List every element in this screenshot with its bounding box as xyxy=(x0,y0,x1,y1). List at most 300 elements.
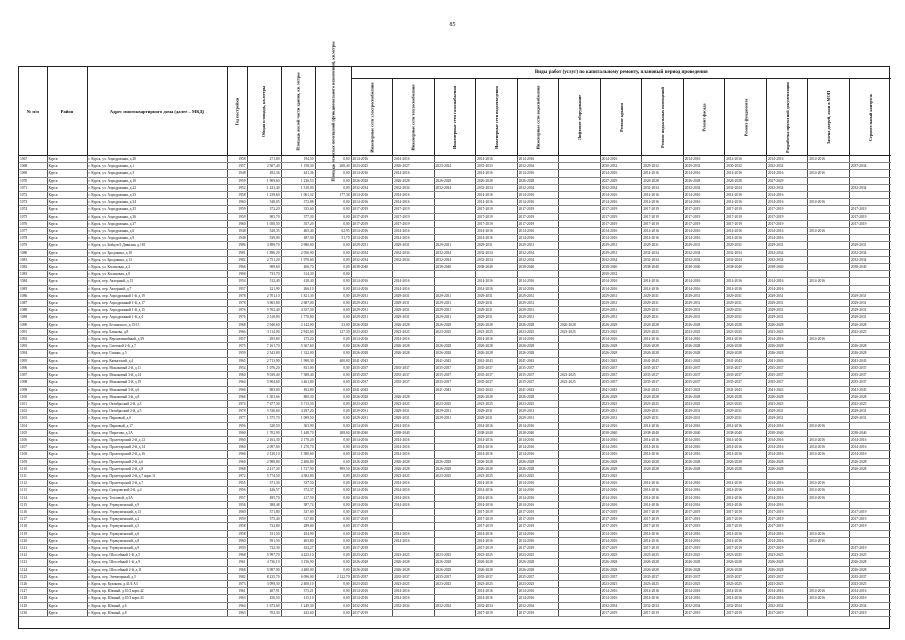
work-period-cell: 2014-2016 xyxy=(725,501,767,508)
capital-repair-table xyxy=(18,40,890,629)
work-period-cell: 2014-2016 xyxy=(476,192,518,199)
year-cell: 1973 xyxy=(227,580,247,587)
table-row xyxy=(19,278,891,285)
work-period-cell xyxy=(559,278,601,285)
work-period-cell xyxy=(808,192,850,199)
work-period-cell: 2029-2032 xyxy=(683,163,725,170)
table-row xyxy=(19,544,891,551)
work-period-cell: 2023-2025 xyxy=(600,580,642,587)
work-period-cell xyxy=(559,307,601,314)
work-period-cell: 2017-2019 xyxy=(393,220,435,227)
work-period-cell: 2014-2016 xyxy=(517,436,559,443)
work-period-cell: 2017-2019 xyxy=(351,508,393,515)
nonliving-area-cell: 0,00 xyxy=(315,422,351,429)
work-period-cell: 2017-2019 xyxy=(849,206,891,213)
address-cell: г. Курск, пер. Аэродромный 1-й, д.19 xyxy=(87,292,227,299)
address-cell: г. Курск, пер. Пролетарский 2-й, д.8 xyxy=(87,465,227,472)
work-period-cell: 2032-2034 xyxy=(849,256,891,263)
work-period-cell xyxy=(849,170,891,177)
nonliving-area-cell: 0,00 xyxy=(315,472,351,479)
address-cell: г. Курск, пер. Элеваторный, д.5 xyxy=(87,573,227,580)
living-area-cell: 377,30 xyxy=(281,213,315,220)
work-period-cell xyxy=(725,472,767,479)
work-period-cell: 2035-2037 xyxy=(766,364,808,371)
work-period-cell: 2029-2031 xyxy=(725,408,767,415)
table-row xyxy=(19,508,891,515)
total-area-cell: 320,50 xyxy=(247,422,281,429)
work-period-cell: 2014-2016 xyxy=(476,451,518,458)
total-area-cell: 1 423,40 xyxy=(247,184,281,191)
work-period-cell xyxy=(559,285,601,292)
work-period-cell: 2035-2037 xyxy=(766,379,808,386)
row-number-cell: 1117 xyxy=(19,516,47,523)
work-period-cell: 2023-2025 xyxy=(434,580,476,587)
year-cell: 1963 xyxy=(227,609,247,616)
row-number-cell: 1107 xyxy=(19,444,47,451)
work-period-cell: 2014-2016 xyxy=(683,228,725,235)
work-period-cell: 2035-2037 xyxy=(849,364,891,371)
work-period-cell: 2014-2016 xyxy=(766,192,808,199)
year-cell: 1982 xyxy=(227,573,247,580)
work-period-cell: 2014-2016 xyxy=(476,444,518,451)
address-cell: г. Курск, пер. Тепловой, д.3А xyxy=(87,494,227,501)
year-cell: 1958 xyxy=(227,192,247,199)
work-period-cell: 2014-2016 xyxy=(476,494,518,501)
work-period-cell: 2029-2032 xyxy=(642,163,684,170)
work-period-cell: 2032-2034 xyxy=(393,249,435,256)
address-cell: г. Курск, пер. Пролетарский 2-й, д.7 xyxy=(87,480,227,487)
work-period-cell: 2014-2016 xyxy=(642,501,684,508)
work-period-cell: 2026-2028 xyxy=(642,393,684,400)
work-period-cell: 2038-2040 xyxy=(683,429,725,436)
row-number-cell: 1125 xyxy=(19,573,47,580)
work-period-cell xyxy=(808,271,850,278)
table-row xyxy=(19,559,891,566)
work-period-cell xyxy=(559,422,601,429)
work-period-cell: 2038-2040 xyxy=(351,429,393,436)
district-cell: Курск xyxy=(47,429,87,436)
header-work-5: Лифтовое оборудование xyxy=(559,79,601,156)
work-period-cell: 2014-2016 xyxy=(725,595,767,602)
living-area-cell: 1 310,00 xyxy=(281,184,315,191)
work-period-cell: 2026-2028 xyxy=(725,458,767,465)
work-period-cell: 2014-2016 xyxy=(393,436,435,443)
row-number-cell: 1074 xyxy=(19,206,47,213)
total-area-cell: 2 518,90 xyxy=(247,314,281,321)
work-period-cell: 2029-2031 xyxy=(849,415,891,422)
year-cell: 1957 xyxy=(227,163,247,170)
work-period-cell: 2029-2031 xyxy=(517,242,559,249)
header-works-group xyxy=(351,67,891,79)
work-period-cell: 2023-2025 xyxy=(642,328,684,335)
address-cell: г. Курск, пер. Шоссейный 1-й, д.5 xyxy=(87,552,227,559)
work-period-cell: 2017-2019 xyxy=(725,609,767,616)
year-cell: 1961 xyxy=(227,588,247,595)
total-area-cell: 733,70 xyxy=(247,271,281,278)
district-cell: Курск xyxy=(47,609,87,616)
work-period-cell: 2017-2019 xyxy=(849,220,891,227)
address-cell: г. Курск, ул. Аэродромная, д.1 xyxy=(87,163,227,170)
work-period-cell: 2014-2016 xyxy=(642,422,684,429)
work-period-cell: 2014-2016 xyxy=(476,228,518,235)
work-period-cell: 2026-2028 xyxy=(849,559,891,566)
row-number-cell: 1110 xyxy=(19,465,47,472)
work-period-cell xyxy=(559,393,601,400)
work-period-cell: 2026-2028 xyxy=(517,321,559,328)
living-area-cell: 454,90 xyxy=(281,530,315,537)
work-period-cell: 2017-2019 xyxy=(351,516,393,523)
work-period-cell: 2029-2031 xyxy=(434,307,476,314)
work-period-cell: 2014-2016 xyxy=(351,235,393,242)
row-number-cell: 1073 xyxy=(19,199,47,206)
nonliving-area-cell: 0,00 xyxy=(315,436,351,443)
table-row xyxy=(19,256,891,263)
work-period-cell: 2026-2028 xyxy=(642,177,684,184)
work-period-cell: 2017-2019 xyxy=(642,516,684,523)
work-period-cell: 2029-2031 xyxy=(351,242,393,249)
address-cell: г. Курск, пер. Пролетарский 2-й, д.14 xyxy=(87,444,227,451)
nonliving-area-cell: 0,00 xyxy=(315,170,351,177)
work-period-cell xyxy=(559,156,601,163)
row-number-cell: 1124 xyxy=(19,566,47,573)
address-cell: г. Курск, пер. Монаковый 3-й, д.8 xyxy=(87,393,227,400)
total-area-cell: 3 899,70 xyxy=(247,242,281,249)
work-period-cell xyxy=(434,609,476,616)
work-period-cell xyxy=(393,544,435,551)
work-period-cell xyxy=(559,199,601,206)
work-period-cell: 2014-2016 xyxy=(600,501,642,508)
work-period-cell: 2017-2019 xyxy=(393,206,435,213)
work-period-cell: 2029-2031 xyxy=(725,307,767,314)
work-period-cell: 2017-2019 xyxy=(849,516,891,523)
table-row xyxy=(19,357,891,364)
work-period-cell xyxy=(559,235,601,242)
work-period-cell: 2026-2028 xyxy=(434,321,476,328)
district-cell: Курск xyxy=(47,408,87,415)
nonliving-area-cell: 0,00 xyxy=(315,292,351,299)
address-cell: г. Курск, пер. Угрекуменский, д.2 xyxy=(87,516,227,523)
work-period-cell: 2029-2031 xyxy=(725,292,767,299)
work-period-cell xyxy=(559,595,601,602)
row-number-cell: 1082 xyxy=(19,264,47,271)
work-period-cell: 2026-2028 xyxy=(766,350,808,357)
work-period-cell: 2017-2019 xyxy=(476,544,518,551)
nonliving-area-cell: 0,00 xyxy=(315,300,351,307)
table-row xyxy=(19,487,891,494)
total-area-cell: 512,40 xyxy=(247,278,281,285)
work-period-cell: 2014-2016 xyxy=(600,595,642,602)
work-period-cell xyxy=(849,177,891,184)
work-period-cell: 2014-2016 xyxy=(808,278,850,285)
work-period-cell: 2026-2028 xyxy=(642,559,684,566)
address-cell: г. Курск, пр. Кулакова, д.41/4 А3 xyxy=(87,580,227,587)
work-period-cell xyxy=(808,400,850,407)
work-period-cell: 2026-2028 xyxy=(766,566,808,573)
work-period-cell xyxy=(559,516,601,523)
address-cell: г. Курск, пер. Аэродромный 1-й, д.17 xyxy=(87,300,227,307)
nonliving-area-cell: 0,00 xyxy=(315,177,351,184)
work-period-cell: 2041-2043 xyxy=(683,357,725,364)
work-period-cell xyxy=(808,300,850,307)
work-period-cell: 2029-2031 xyxy=(766,408,808,415)
address-cell: г. Курск, пр. Южный, д.10/3 корп.43 xyxy=(87,595,227,602)
address-cell: г. Курск, ул. Аэродромная, д.36 xyxy=(87,213,227,220)
work-period-cell: 2023-2025 xyxy=(725,400,767,407)
work-period-cell: 2026-2028 xyxy=(600,343,642,350)
work-period-cell xyxy=(559,220,601,227)
year-cell: 1964 xyxy=(227,602,247,609)
page-number: 85 xyxy=(449,22,456,28)
work-period-cell: 2014-2016 xyxy=(600,235,642,242)
work-period-cell: 2030-2032 xyxy=(725,163,767,170)
nonliving-area-cell: 0,00 xyxy=(315,350,351,357)
work-period-cell: 2038-2040 xyxy=(766,264,808,271)
nonliving-area-cell: 0,00 xyxy=(315,307,351,314)
work-period-cell xyxy=(559,364,601,371)
year-cell: 1956 xyxy=(227,422,247,429)
table-row xyxy=(19,170,891,177)
work-period-cell: 2014-2016 xyxy=(476,285,518,292)
work-period-cell: 2014-2016 xyxy=(600,451,642,458)
work-period-cell: 2026-2028 xyxy=(600,465,642,472)
work-period-cell: 2023-2025 xyxy=(683,328,725,335)
work-period-cell: 2014-2016 xyxy=(725,336,767,343)
district-cell: Курск xyxy=(47,199,87,206)
district-cell: Курск xyxy=(47,264,87,271)
work-period-cell: 2014-2016 xyxy=(725,588,767,595)
work-period-cell: 2014-2016 xyxy=(476,480,518,487)
district-cell: Курск xyxy=(47,465,87,472)
work-period-cell xyxy=(559,566,601,573)
work-period-cell: 2014-2016 xyxy=(683,285,725,292)
work-period-cell: 2023-2025 xyxy=(517,400,559,407)
year-cell: 1963 xyxy=(227,595,247,602)
work-period-cell: 2023-2025 xyxy=(642,580,684,587)
total-area-cell: 407,91 xyxy=(247,588,281,595)
work-period-cell: 2026-2028 xyxy=(725,321,767,328)
work-period-cell: 2014-2016 xyxy=(725,192,767,199)
work-period-cell: 2026-2028 xyxy=(476,559,518,566)
work-period-cell: 2026-2028 xyxy=(517,566,559,573)
district-cell: Курск xyxy=(47,516,87,523)
work-period-cell: 2026-2028 xyxy=(766,321,808,328)
work-period-cell: 2026-2028 xyxy=(393,458,435,465)
work-period-cell xyxy=(849,271,891,278)
total-area-cell: 2 307,40 xyxy=(247,163,281,170)
work-period-cell: 2014-2016 xyxy=(683,451,725,458)
work-period-cell: 2026-2028 xyxy=(766,559,808,566)
work-period-cell: 2014-2016 xyxy=(766,537,808,544)
work-period-cell: 2038-2040 xyxy=(517,429,559,436)
total-area-cell: 2 417,30 xyxy=(247,465,281,472)
nonliving-area-cell: 0,00 xyxy=(315,249,351,256)
row-number-cell: 1112 xyxy=(19,480,47,487)
work-period-cell xyxy=(808,458,850,465)
nonliving-area-cell: 0,00 xyxy=(315,285,351,292)
district-cell: Курск xyxy=(47,249,87,256)
work-period-cell xyxy=(559,487,601,494)
work-period-cell: 2017-2019 xyxy=(517,516,559,523)
living-area-cell: 1 770,80 xyxy=(281,314,315,321)
work-period-cell: 2032-2034 xyxy=(517,184,559,191)
district-cell: Курск xyxy=(47,573,87,580)
work-period-cell: 2014-2016 xyxy=(808,170,850,177)
living-area-cell: 1 821,30 xyxy=(281,292,315,299)
work-period-cell: 2041-2043 xyxy=(434,386,476,393)
work-period-cell: 2014-2016 xyxy=(351,595,393,602)
row-number-cell: 1102 xyxy=(19,408,47,415)
year-cell: 1966 xyxy=(227,386,247,393)
work-period-cell: 2041-2043 xyxy=(766,357,808,364)
work-period-cell: 2026-2028 xyxy=(766,458,808,465)
work-period-cell: 2014-2016 xyxy=(476,487,518,494)
work-period-cell: 2038-2040 xyxy=(476,429,518,436)
work-period-cell: 2017-2019 xyxy=(517,206,559,213)
nonliving-area-cell: 0,00 xyxy=(315,508,351,515)
work-period-cell: 2035-2037 xyxy=(683,573,725,580)
address-cell: г. Курск, ул. Аэродромная, д.33 xyxy=(87,192,227,199)
work-period-cell: 2014-2016 xyxy=(808,487,850,494)
work-period-cell xyxy=(808,177,850,184)
header-work-4: Инженерные сети водоснабжения xyxy=(517,79,559,156)
district-cell: Курск xyxy=(47,206,87,213)
district-cell: Курск xyxy=(47,537,87,544)
work-period-cell: 2014-2016 xyxy=(351,228,393,235)
work-period-cell: 2029-2031 xyxy=(351,292,393,299)
work-period-cell: 2029-2031 xyxy=(683,242,725,249)
total-area-cell: 1 076,20 xyxy=(247,364,281,371)
address-cell: г. Курск, пер. Газетный 2-й, д.7 xyxy=(87,343,227,350)
living-area-cell: 2 400,10 xyxy=(281,580,315,587)
work-period-cell: 2014-2016 xyxy=(393,480,435,487)
work-period-cell: 2029-2031 xyxy=(393,408,435,415)
work-period-cell xyxy=(434,213,476,220)
work-period-cell xyxy=(808,508,850,515)
work-period-cell xyxy=(808,264,850,271)
total-area-cell: 511,50 xyxy=(247,530,281,537)
year-cell: 1965 xyxy=(227,357,247,364)
year-cell: 1960 xyxy=(227,199,247,206)
work-period-cell: 2014-2016 xyxy=(393,444,435,451)
work-period-cell: 2017-2019 xyxy=(766,220,808,227)
work-period-cell: 2017-2019 xyxy=(849,508,891,515)
work-period-cell xyxy=(434,516,476,523)
work-period-cell: 2029-2031 xyxy=(600,242,642,249)
work-period-cell: 2029-2031 xyxy=(600,415,642,422)
year-cell: 1978 xyxy=(227,292,247,299)
work-period-cell xyxy=(808,516,850,523)
work-period-cell xyxy=(849,472,891,479)
work-period-cell: 2017-2019 xyxy=(476,213,518,220)
row-number-cell: 1100 xyxy=(19,393,47,400)
work-period-cell: 2023-2025 xyxy=(476,328,518,335)
work-period-cell: 2035-2037 xyxy=(642,379,684,386)
work-period-cell xyxy=(808,372,850,379)
district-cell: Курск xyxy=(47,220,87,227)
work-period-cell xyxy=(808,307,850,314)
address-cell: г. Курск, ул. Бойцов 9 Дивизии, д.181 xyxy=(87,242,227,249)
work-period-cell: 2035-2037 xyxy=(725,573,767,580)
work-period-cell: 2026-2028 xyxy=(351,321,393,328)
work-period-cell: 2017-2019 xyxy=(849,523,891,530)
work-period-cell xyxy=(849,199,891,206)
work-period-cell: 2032-2034 xyxy=(642,256,684,263)
work-period-cell: 2026-2028 xyxy=(434,559,476,566)
table-row xyxy=(19,350,891,357)
work-period-cell: 2032-2034 xyxy=(642,184,684,191)
work-period-cell: 2041-2043 xyxy=(600,386,642,393)
work-period-cell: 2014-2016 xyxy=(351,530,393,537)
work-period-cell: 2027-2029 xyxy=(600,177,642,184)
work-period-cell: 2035-2037 xyxy=(476,372,518,379)
total-area-cell: 492,36 xyxy=(247,170,281,177)
nonliving-area-cell: 0,00 xyxy=(315,451,351,458)
work-period-cell xyxy=(849,530,891,537)
work-period-cell xyxy=(559,213,601,220)
living-area-cell: 4 480,00 xyxy=(281,566,315,573)
work-period-cell: 2023-2025 xyxy=(434,400,476,407)
work-period-cell: 2030-2032 xyxy=(600,163,642,170)
work-period-cell: 2035-2037 xyxy=(476,379,518,386)
work-period-cell: 2029-2031 xyxy=(849,307,891,314)
work-period-cell: 2026-2028 xyxy=(600,321,642,328)
work-period-cell: 2026-2027 xyxy=(393,163,435,170)
work-period-cell: 2029-2031 xyxy=(683,307,725,314)
work-period-cell: 2014-2016 xyxy=(766,422,808,429)
work-period-cell: 2017-2019 xyxy=(725,544,767,551)
work-period-cell xyxy=(808,285,850,292)
work-period-cell: 2026-2028 xyxy=(517,350,559,357)
work-period-cell: 2023-2025 xyxy=(642,552,684,559)
total-area-cell: 5 536,60 xyxy=(247,408,281,415)
work-period-cell: 2014-2016 xyxy=(393,156,435,163)
work-period-cell: 2029-2031 xyxy=(600,314,642,321)
year-cell: 1960 xyxy=(227,537,247,544)
living-area-cell: 372,88 xyxy=(281,199,315,206)
total-area-cell: 1 909,60 xyxy=(247,177,281,184)
work-period-cell: 2029-2031 xyxy=(393,314,435,321)
work-period-cell: 2014-2016 xyxy=(849,588,891,595)
living-area-cell: 2 687,00 xyxy=(281,300,315,307)
work-period-cell xyxy=(559,242,601,249)
work-period-cell: 2023-2025 xyxy=(683,552,725,559)
year-cell: 1959 xyxy=(227,350,247,357)
work-period-cell xyxy=(434,393,476,400)
living-area-cell: 333,60 xyxy=(281,206,315,213)
work-period-cell: 2023-2025 xyxy=(393,472,435,479)
work-period-cell xyxy=(434,278,476,285)
work-period-cell: 2014-2016 xyxy=(351,336,393,343)
work-period-cell xyxy=(434,228,476,235)
nonliving-area-cell: 0,00 xyxy=(315,213,351,220)
year-cell: 1958 xyxy=(227,523,247,530)
table-row xyxy=(19,494,891,501)
address-cell: г. Курск, пер. Акторный, д.7 xyxy=(87,285,227,292)
work-period-cell: 2032-2034 xyxy=(766,249,808,256)
table-row xyxy=(19,372,891,379)
work-period-cell: 2026-2028 xyxy=(683,566,725,573)
total-area-cell: 295,80 xyxy=(247,336,281,343)
work-period-cell: 2029-2031 xyxy=(766,415,808,422)
work-period-cell: 2038-2040 xyxy=(766,429,808,436)
work-period-cell: 2029-2031 xyxy=(517,300,559,307)
work-period-cell: 2014-2016 xyxy=(476,336,518,343)
district-cell: Курск xyxy=(47,256,87,263)
work-period-cell: 2038-2040 xyxy=(683,264,725,271)
work-period-cell: 2023-2025 xyxy=(476,580,518,587)
work-period-cell xyxy=(559,588,601,595)
work-period-cell xyxy=(849,156,891,163)
